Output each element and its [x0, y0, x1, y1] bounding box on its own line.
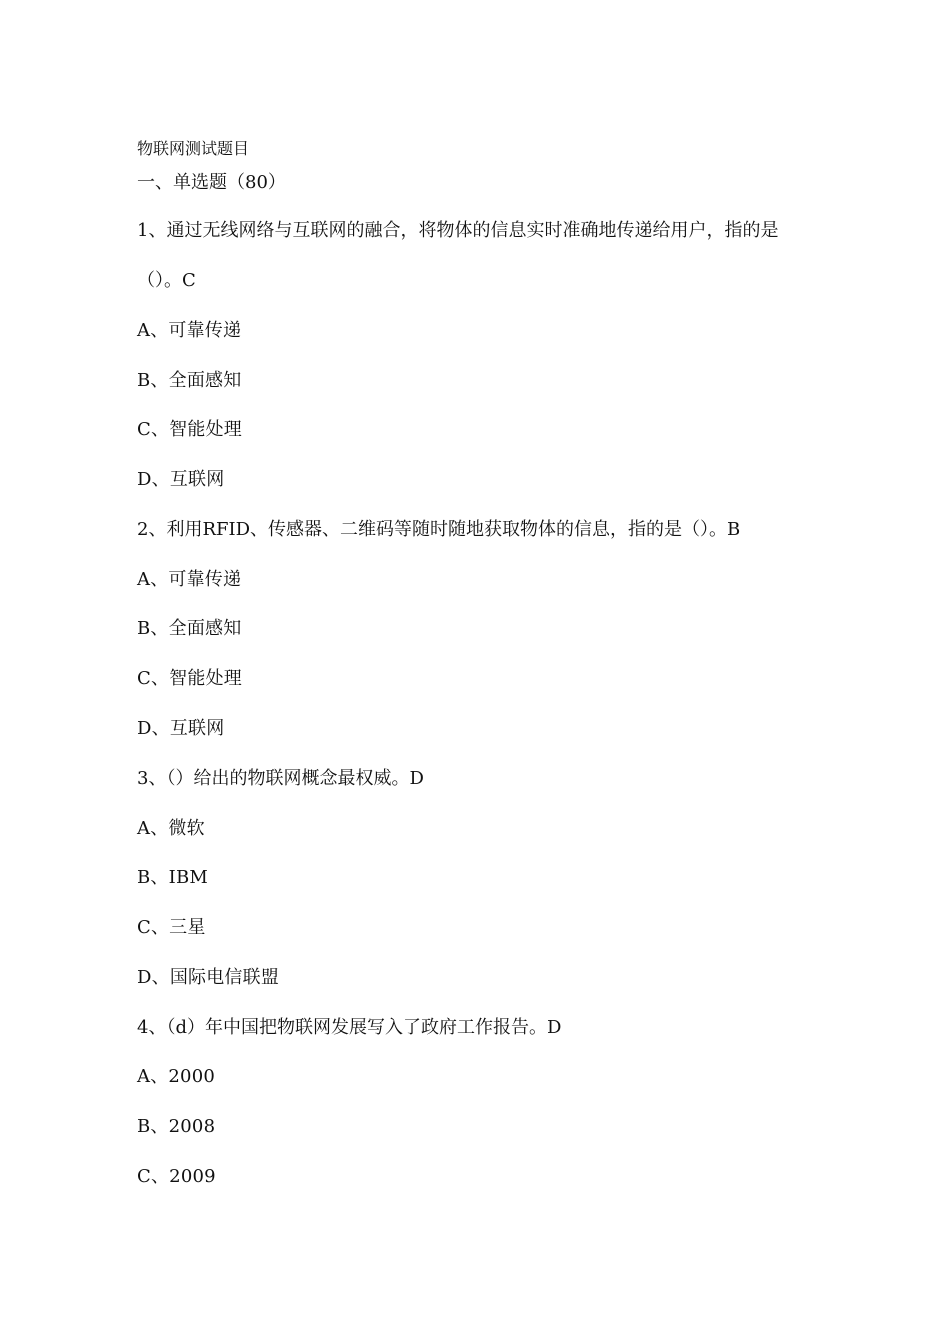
question-4-option-c: C、2009: [137, 1166, 216, 1187]
question-3-option-b: B、IBM: [137, 867, 208, 888]
question-2-option-d: D、互联网: [137, 718, 225, 739]
question-2-stem: 2、利用RFID、传感器、二维码等随时随地获取物体的信息，指的是（）。B: [137, 519, 741, 540]
question-2-option-a: A、可靠传递: [137, 569, 242, 590]
question-2-option-b: B、全面感知: [137, 618, 242, 639]
section-heading: 一、单选题（80）: [137, 172, 286, 193]
question-4-option-b: B、2008: [137, 1116, 216, 1137]
question-1-option-b: B、全面感知: [137, 370, 242, 391]
question-3-option-a: A、微软: [137, 818, 205, 839]
question-3-option-d: D、国际电信联盟: [137, 967, 280, 988]
question-1-stem-line-2: （）。C: [137, 270, 196, 291]
question-4-stem: 4、（d）年中国把物联网发展写入了政府工作报告。D: [137, 1017, 562, 1038]
question-1-option-d: D、互联网: [137, 469, 225, 490]
question-2-option-c: C、智能处理: [137, 668, 242, 689]
question-1-option-c: C、智能处理: [137, 419, 242, 440]
document-title: 物联网测试题目: [137, 139, 250, 158]
question-3-option-c: C、三星: [137, 917, 206, 938]
question-1-stem-line-1: 1、通过无线网络与互联网的融合，将物体的信息实时准确地传递给用户，指的是: [137, 220, 779, 241]
question-4-option-a: A、2000: [137, 1066, 216, 1087]
question-1-option-a: A、可靠传递: [137, 320, 242, 341]
question-3-stem: 3、（）给出的物联网概念最权威。D: [137, 768, 424, 789]
